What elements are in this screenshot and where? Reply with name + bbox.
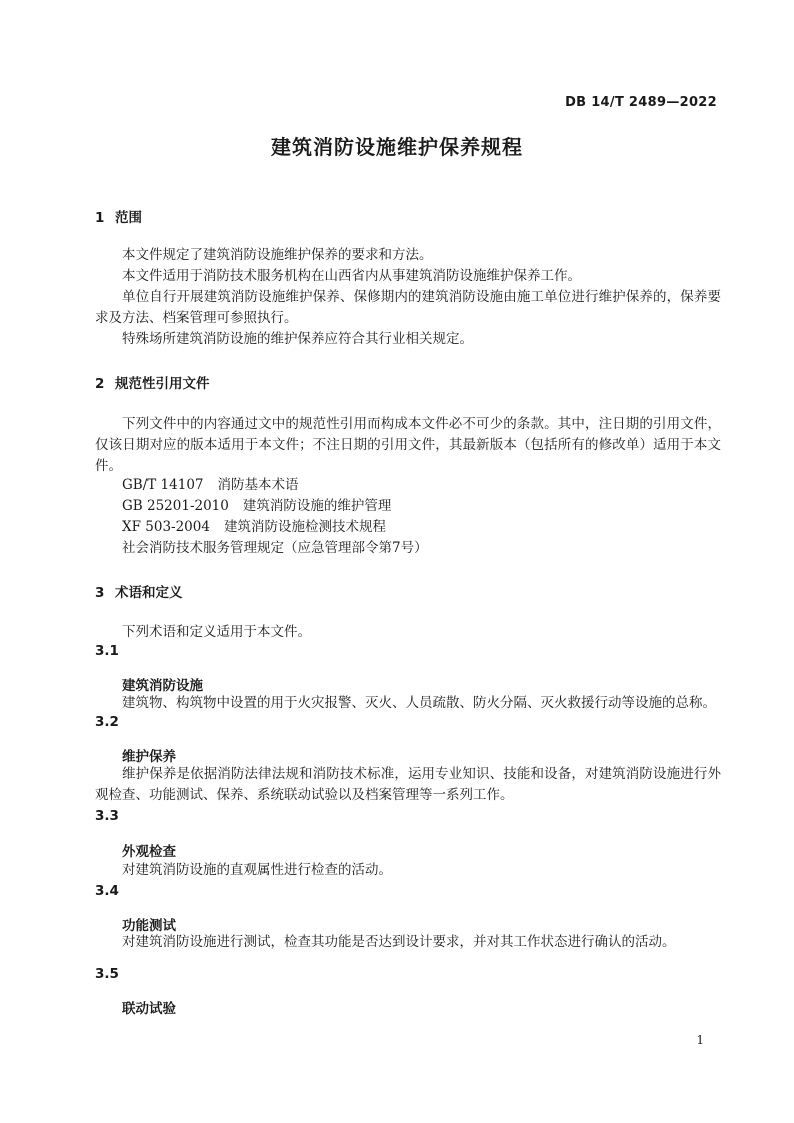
term-number: 3.5 xyxy=(95,966,119,982)
term-number: 3.3 xyxy=(95,808,119,824)
section-3-heading xyxy=(95,581,183,601)
reference-code: GB 25201-2010 xyxy=(122,498,229,514)
reference-code: GB/T 14107 xyxy=(122,477,204,493)
paragraph: 本文件规定了建筑消防设施维护保养的要求和方法。 xyxy=(122,247,433,263)
paragraph: 特殊场所建筑消防设施的维护保养应符合其行业相关规定。 xyxy=(122,331,473,347)
term-definition: 维护保养是依据消防法律法规和消防技术标准，运用专业知识、技能和设备，对建筑消防设施进行外观检查、功能测试、保养、系统联动试验以及档案管理等一系列工作。 xyxy=(95,766,721,803)
document-title: 建筑消防设施维护保养规程 xyxy=(271,135,523,159)
term-number: 3.2 xyxy=(95,714,119,730)
section-number: 2 xyxy=(95,376,105,392)
section-number: 1 xyxy=(95,210,105,226)
reference-code: XF 503-2004 xyxy=(122,519,210,535)
term-name: 外观检查 xyxy=(122,844,176,860)
reference-item xyxy=(122,475,299,495)
paragraph: 本文件适用于消防技术服务机构在山西省内从事建筑消防设施维护保养工作。 xyxy=(122,268,581,284)
section-1-heading xyxy=(95,206,142,226)
paragraph: 下列术语和定义适用于本文件。 xyxy=(122,624,311,640)
section-title: 术语和定义 xyxy=(115,585,183,601)
reference-name: 建筑消防设施的维护管理 xyxy=(242,498,392,514)
term-name: 建筑消防设施 xyxy=(122,678,203,694)
standard-code: DB 14/T 2489—2022 xyxy=(565,95,717,110)
paragraph: 单位自行开展建筑消防设施维护保养、保修期内的建筑消防设施由施工单位进行维护保养的，保养要求及方法、档案管理可参照执行。 xyxy=(95,289,721,326)
reference-name: 社会消防技术服务管理规定（应急管理部令第7号） xyxy=(122,540,428,556)
reference-item xyxy=(122,538,428,558)
section-2-heading xyxy=(95,372,210,392)
term-definition: 对建筑消防设施的直观属性进行检查的活动。 xyxy=(122,862,392,878)
term-definition: 对建筑消防设施进行测试，检查其功能是否达到设计要求，并对其工作状态进行确认的活动。 xyxy=(122,934,676,950)
term-number: 3.4 xyxy=(95,883,119,899)
reference-name: 消防基本术语 xyxy=(217,477,299,493)
reference-item xyxy=(122,517,386,537)
reference-item xyxy=(122,496,391,516)
paragraph: 下列文件中的内容通过文中的规范性引用而构成本文件必不可少的条款。其中，注日期的引用文件，仅该日期对应的版本适用于本文件；不注日期的引用文件，其最新版本（包括所有的修改单）适用于本文件。 xyxy=(95,416,721,474)
section-number: 3 xyxy=(95,585,105,601)
section-title: 范围 xyxy=(115,210,142,226)
term-name: 功能测试 xyxy=(122,918,176,934)
term-name: 联动试验 xyxy=(122,1001,176,1017)
page-number: 1 xyxy=(696,1033,704,1047)
reference-name: 建筑消防设施检测技术规程 xyxy=(223,519,386,535)
section-title: 规范性引用文件 xyxy=(115,376,210,392)
term-number: 3.1 xyxy=(95,643,119,659)
term-definition: 建筑物、构筑物中设置的用于火灾报警、灭火、人员疏散、防火分隔、灭火救援行动等设施的总称。 xyxy=(122,695,716,711)
term-name: 维护保养 xyxy=(122,749,176,765)
